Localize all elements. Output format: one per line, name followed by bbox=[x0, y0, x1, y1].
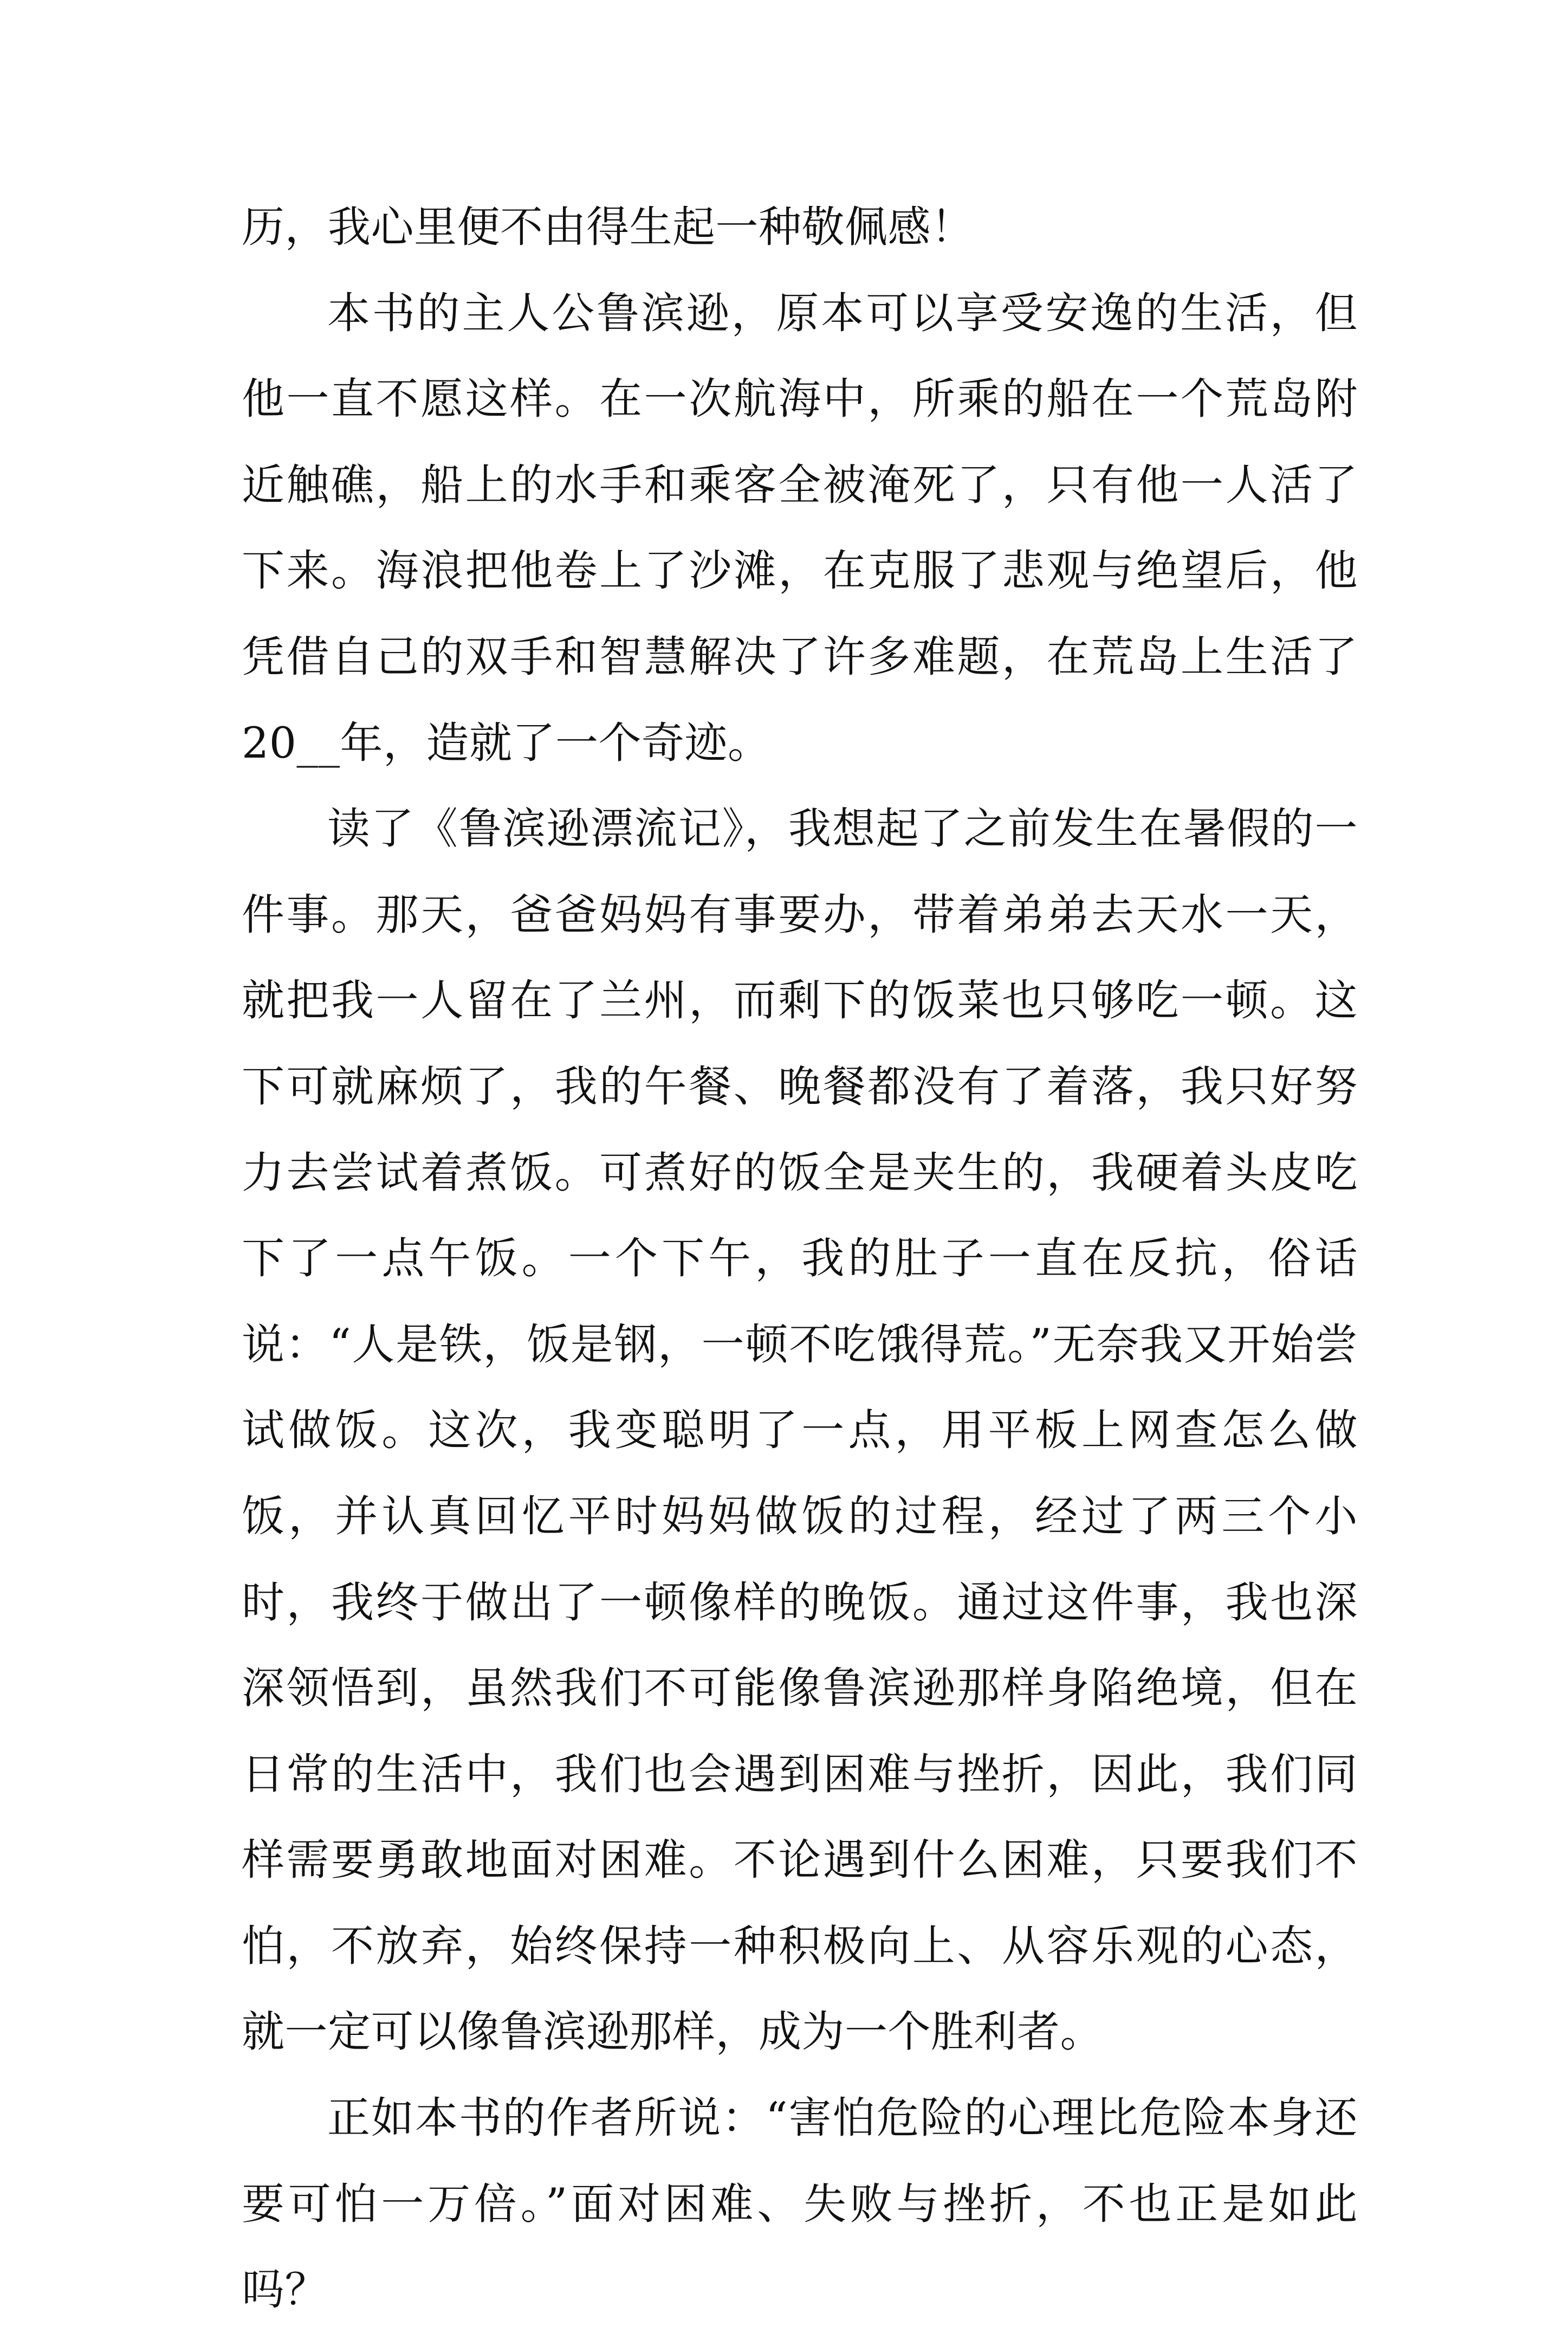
paragraph-3: 读了《鲁滨逊漂流记》，我想起了之前发生在暑假的一件事。那天，爸爸妈妈有事要办，带着弟弟去天水一天，就把我一人留在了兰州，而剩下的饭菜也只够吃一顿。这下可就麻烦了，我的午餐、晚餐都没有了着落，我只好努力去尝试着煮饭。可煮好的饭全是夹生的，我硬着头皮吃下了一点午饭。一个下午，我的肚子一直在反抗，俗话说：“人是铁，饭是钢，一顿不吃饿得荒。”无奈我又开始尝试做饭。这次，我变聪明了一点，用平板上网查怎么做饭，并认真回忆平时妈妈做饭的过程，经过了两三个小时，我终于做出了一顿像样的晚饭。通过这件事，我也深深领悟到，虽然我们不可能像鲁滨逊那样身陷绝境，但在日常的生活中，我们也会遇到困难与挫折，因此，我们同样需要勇敢地面对困难。不论遇到什么困难，只要我们不怕，不放弃，始终保持一种积极向上、从容乐观的心态，就一定可以像鲁滨逊那样，成为一个胜利者。 bbox=[242, 804, 1358, 2057]
paragraph-2: 本书的主人公鲁滨逊，原本可以享受安逸的生活，但他一直不愿这样。在一次航海中，所乘的船在一个荒岛附近触礁，船上的水手和乘客全被淹死了，只有他一人活了下来。海浪把他卷上了沙滩，在克服了悲观与绝望后，他凭借自己的双手和智慧解决了许多难题，在荒岛上生活了20__年，造就了一个奇迹。 bbox=[242, 288, 1358, 768]
document-body bbox=[242, 184, 1358, 2333]
paragraph-1: 历，我心里便不由得生起一种敬佩感！ bbox=[242, 202, 974, 252]
paragraph-4: 正如本书的作者所说：“害怕危险的心理比危险本身还要可怕一万倍。”面对困难、失败与挫折，不也正是如此吗？ bbox=[242, 2093, 1358, 2315]
